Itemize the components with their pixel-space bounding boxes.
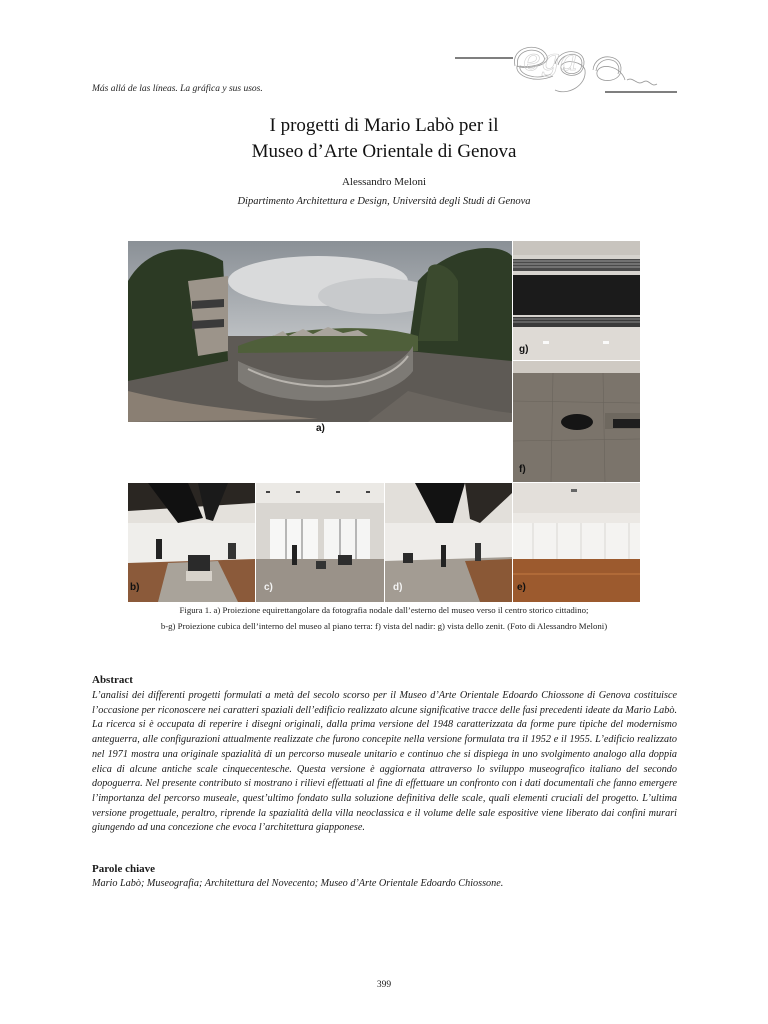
figure-label-g: g) [519,344,529,355]
figure-label-b: b) [130,582,140,593]
figure-caption-line1: Figura 1. a) Proiezione equirettangolare da fotografia nodale dall’esterno del museo verso il centro storico cittadino; [179,605,589,615]
ega-logo-text: ega [523,43,578,78]
abstract-text: L’analisi dei differenti progetti formulati a metà del secolo scorso per il Museo d’Arte Orientale Edoardo Chiossone di Genova costituisce l’occasione per riconoscere nei caratteri spaziali dell’edificio realizzato alcune significative tracce delle fasi precedenti ideate da Mario Labò. La ricerca si è occupata di reperire i disegni originali, dalla prima versione del 1948 caratterizzata da forme pure tipiche del modernismo anteguerra, alle configurazioni attualmente realizzate che furono concepite nella versione formulata tra il 1952 e il 1955. L’edificio realizzato nel 1971 mostra una originale spazialità di un percorso museale unitario e continuo che si dispiega in uno svolgimento analogo alla doppia elica di alcune antiche scale cinquecentesche. Questa versione è aggiornata attraverso lo sviluppo museografico italiano del secondo dopoguerra. Nel presente contributo si mostrano i rilievi effettuati al fine di effettuare un confronto con i dati documentali che fanno emergere l’importanza del percorso museale, quest’ultimo fondato sulla soluzione definitiva delle scale, quali elementi cruciali del progetto. L’ultima versione progettuale, peraltro, riprende la spazialità della villa neoclassica e il volume delle sale espositive viene liberato dai confini murari giungendo ad una concezione che evoca l’architettura giapponese. [92,690,677,834]
photo-panorama-exterior [128,241,512,422]
page-number: 399 [376,980,392,990]
author-affiliation: Dipartimento Architettura e Design, Università degli Studi di Genova [237,196,531,207]
figure-label-f: f) [519,464,526,475]
figure-label-c: c) [264,582,273,593]
photo-interior-e [513,483,640,602]
photo-interior-d [385,483,512,602]
running-header-tagline: Más allá de las líneas. La gráfica y sus usos. [92,84,263,94]
figure-label-a: a) [316,423,325,434]
figure-caption-line2: b-g) Proiezione cubica dell’interno del museo al piano terra: f) vista del nadir: g) vista dello zenit. (Foto di Alessandro Meloni) [160,621,608,631]
keywords-text: Mario Labò; Museografia; Architettura del Novecento; Museo d’Arte Orientale Edoardo Chiossone. [92,878,504,889]
ega-logo [455,36,680,100]
abstract-heading: Abstract [92,674,133,686]
photo-zenith-view [513,241,640,360]
figure-label-e: e) [517,582,526,593]
article-title-line1: I progetti di Mario Labò per il [269,115,499,136]
author-name: Alessandro Meloni [341,176,426,188]
figure-label-d: d) [393,582,403,593]
photo-nadir-view [513,361,640,482]
keywords-heading: Parole chiave [92,863,156,875]
photo-interior-b [128,483,255,602]
article-title-line2: Museo d’Arte Orientale di Genova [251,141,517,162]
photo-interior-c [256,483,384,602]
